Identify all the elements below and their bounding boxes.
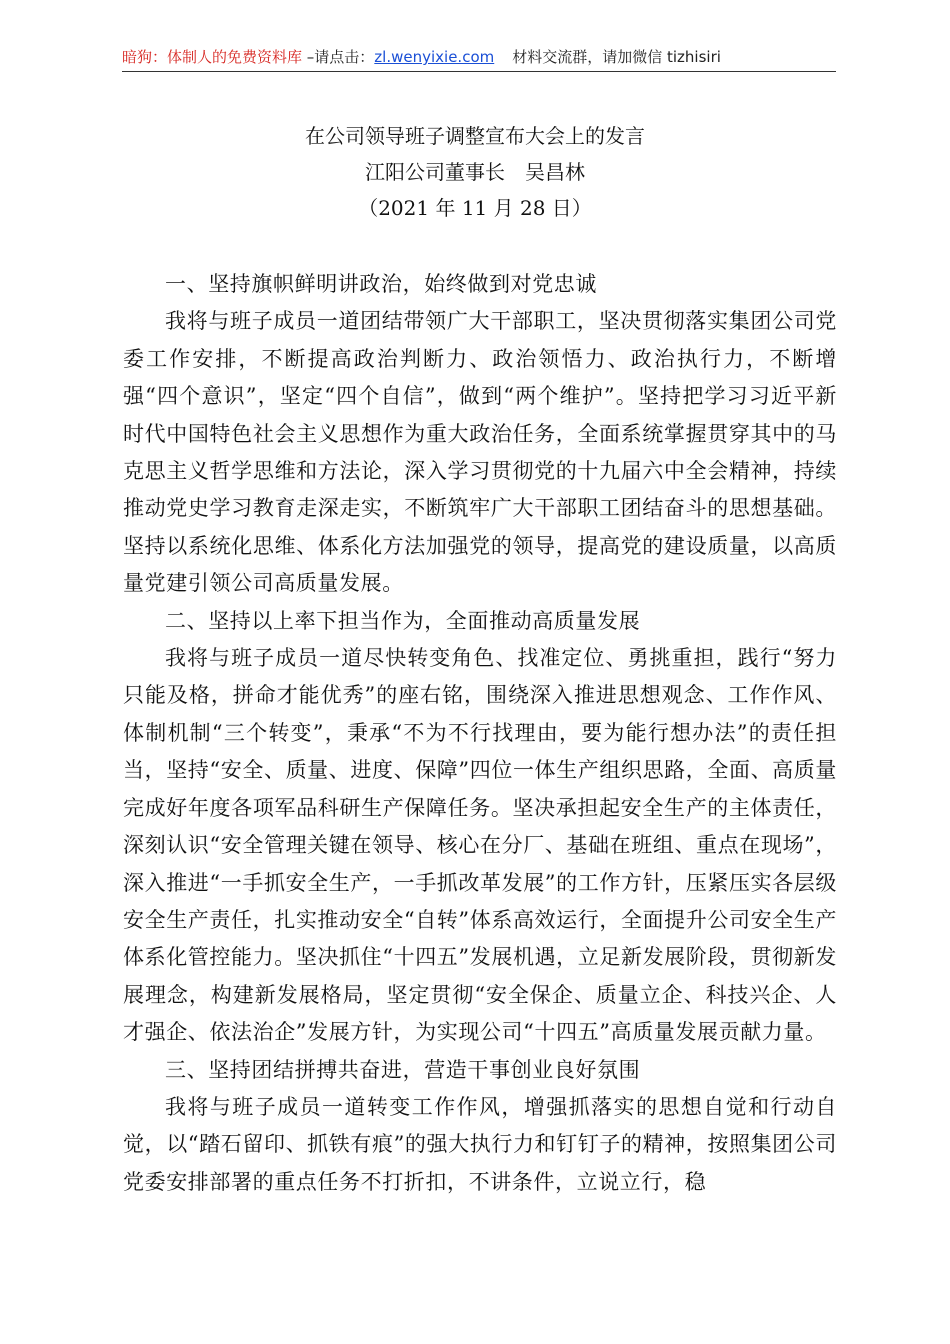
page-header <box>122 44 832 70</box>
section-paragraph-2: 我将与班子成员一道尽快转变角色、找准定位、勇挑重担，践行“努力只能及格，拼命才能优秀”的座右铭，围绕深入推进思想观念、工作作风、体制机制“三个转变”，秉承“不为不行找理由，要为能行想办法”的责任担当，坚持“安全、质量、进度、保障”四位一体生产组织思路，全面、高质量完成好年度各项军品科研生产保障任务。坚决承担起安全生产的主体责任，深刻认识“安全管理关键在领导、核心在分厂、基础在班组、重点在现场”，深入推进“一手抓安全生产，一手抓改革发展”的工作方针，压紧压实各层级安全生产责任，扎实推动安全“自转”体系高效运行，全面提升公司安全生产体系化管控能力。坚决抓住“十四五”发展机遇，立足新发展阶段，贯彻新发展理念，构建新发展格局，坚定贯彻“安全保企、质量立企、科技兴企、人才强企、依法治企”发展方针，为实现公司“十四五”高质量发展贡献力量。 <box>123 646 837 1045</box>
document-title: 在公司领导班子调整宣布大会上的发言 <box>305 124 645 148</box>
section-heading-1: 一、坚持旗帜鲜明讲政治，始终做到对党忠诚 <box>165 272 597 296</box>
document-date: （2021 年 11 月 28 日） <box>358 196 592 220</box>
header-prompt: –请点击： <box>302 48 375 66</box>
document-speaker: 江阳公司董事长 吴昌林 <box>365 160 585 184</box>
header-group-note: 材料交流群，请加微信 tizhisiri <box>512 48 721 66</box>
document-body <box>123 266 837 1201</box>
section-heading-2: 二、坚持以上率下担当作为，全面推动高质量发展 <box>165 608 641 633</box>
header-brand: 暗狗：体制人的免费资料库 <box>122 48 303 66</box>
section-paragraph-3: 我将与班子成员一道转变工作作风，增强抓落实的思想自觉和行动自觉，以“踏石留印、抓铁有痕”的强大执行力和钉钉子的精神，按照集团公司党委安排部署的重点任务不打折扣，不讲条件，立说立行，稳 <box>123 1094 837 1194</box>
section-paragraph-1: 我将与班子成员一道团结带领广大干部职工，坚决贯彻落实集团公司党委工作安排，不断提高政治判断力、政治领悟力、政治执行力，不断增强“四个意识”，坚定“四个自信”，做到“两个维护”。坚持把学习习近平新时代中国特色社会主义思想作为重大政治任务，全面系统掌握贯穿其中的马克思主义哲学思维和方法论，深入学习贯彻党的十九届六中全会精神，持续推动党史学习教育走深走实，不断筑牢广大干部职工团结奋斗的思想基础。坚持以系统化思维、体系化方法加强党的领导，提高党的建设质量，以高质量党建引领公司高质量发展。 <box>123 309 837 596</box>
header-divider <box>122 71 836 72</box>
document-title-block <box>0 118 950 226</box>
header-link[interactable]: zl.wenyixie.com <box>374 48 495 66</box>
section-heading-3: 三、坚持团结拼搏共奋进，营造干事创业良好氛围 <box>165 1057 641 1082</box>
